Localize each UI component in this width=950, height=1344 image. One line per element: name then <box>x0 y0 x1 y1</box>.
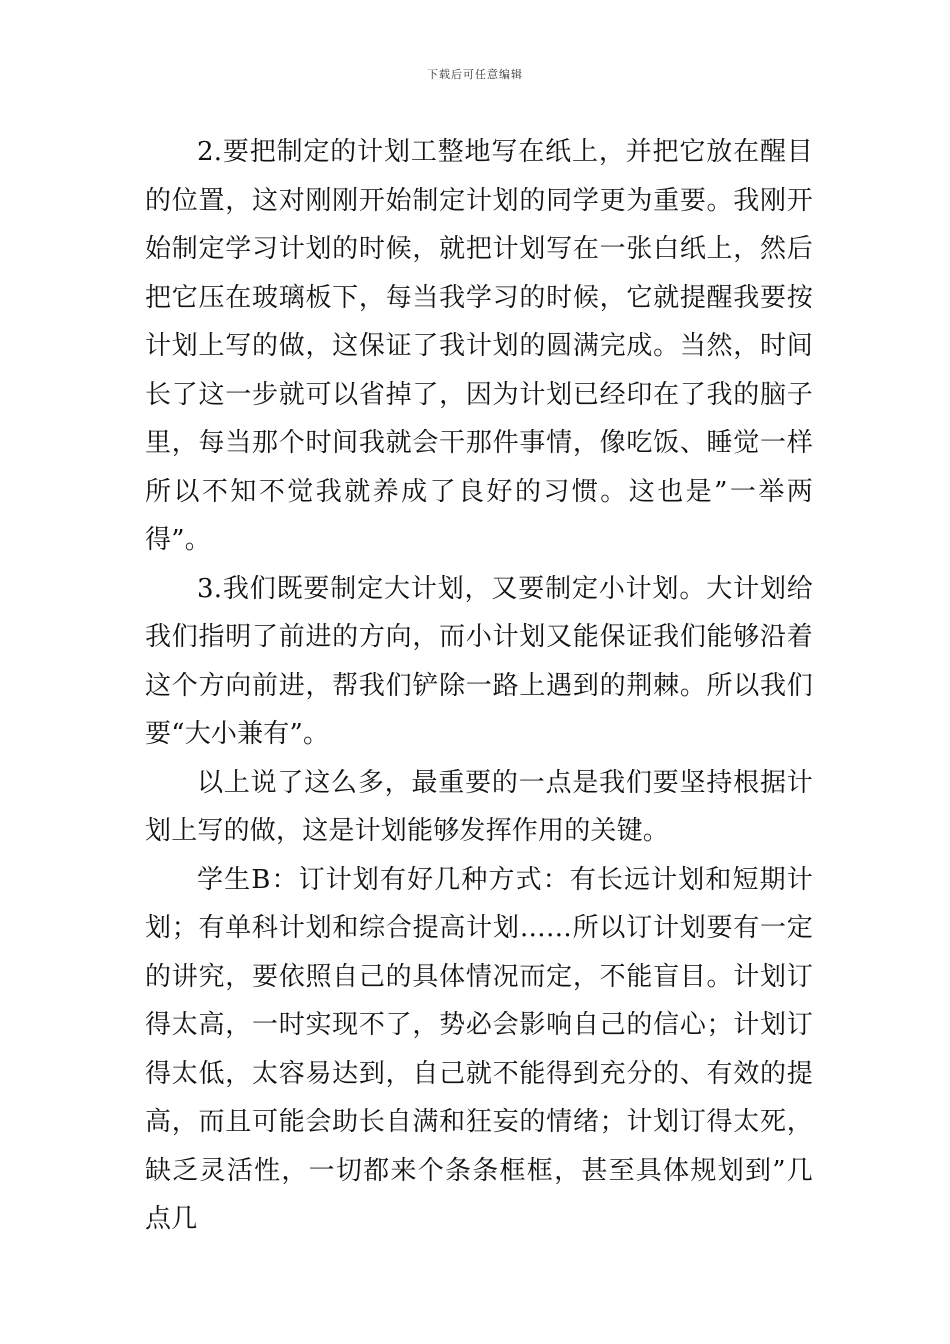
paragraph-tip-3: 3.我们既要制定大计划，又要制定小计划。大计划给我们指明了前进的方向，而小计划又能保证我们能够沿着这个方向前进，帮我们铲除一路上遇到的荆棘。所以我们要“大小兼有”。 <box>145 573 813 749</box>
paragraph-tip-2: 2.要把制定的计划工整地写在纸上，并把它放在醒目的位置，这对刚刚开始制定计划的同学更为重要。我刚开始制定学习计划的时候，就把计划写在一张白纸上，然后把它压在玻璃板下，每当我学习的时候，它就提醒我要按计划上写的做，这保证了我计划的圆满完成。当然，时间长了这一步就可以省掉了，因为计划已经印在了我的脑子里，每当那个时间我就会干那件事情，像吃饭、睡觉一样所以不知不觉我就养成了良好的习惯。这也是”一举两得”。 <box>145 137 813 555</box>
paragraph-student-b: 学生B：订计划有好几种方式：有长远计划和短期计划；有单科计划和综合提高计划……所以订计划要有一定的讲究，要依照自己的具体情况而定，不能盲目。计划订得太高，一时实现不了，势必会影响自己的信心；计划订得太低，太容易达到，自己就不能得到充分的、有效的提高，而且可能会助长自满和狂妄的情绪；计划订得太死，缺乏灵活性，一切都来个条条框框，甚至具体规划到”几点几 <box>145 864 813 1234</box>
paragraph-summary: 以上说了这么多，最重要的一点是我们要坚持根据计划上写的做，这是计划能够发挥作用的关键。 <box>145 767 813 846</box>
document-body <box>145 128 813 1244</box>
page-header: 下载后可任意编辑 <box>427 68 523 81</box>
